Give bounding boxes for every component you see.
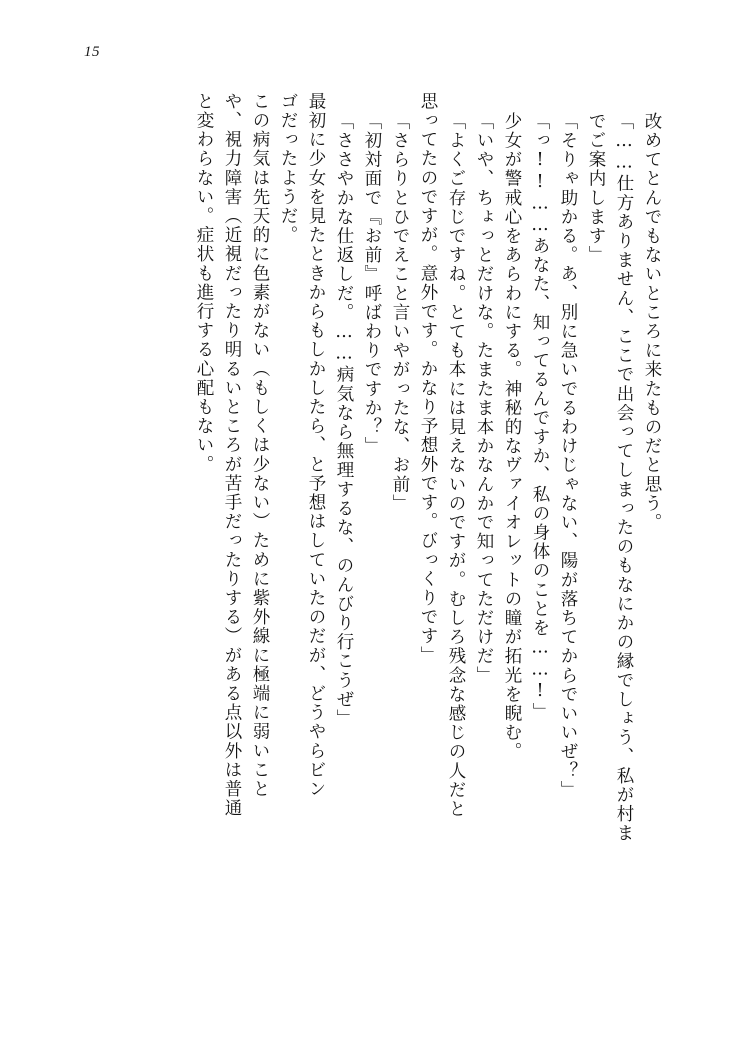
- text-column: 「初対面で『お前』呼ばわりですか？」: [362, 112, 382, 456]
- text-column: 少女が警戒心をあらわにする。神秘的なヴァイオレットの瞳が拓光を睨む。: [502, 112, 522, 762]
- vertical-text-body: [60, 92, 660, 982]
- text-column: や、視力障害（近視だったり明るいところが苦手だったりする）がある点以外は普通: [222, 92, 242, 818]
- text-column: 最初に少女を見たときからもしかしたら、と予想はしていたのだが、どうやらビン: [306, 92, 326, 799]
- text-column: 思ってたのですが。意外です。かなり予想外です。びっくりです」: [418, 92, 438, 665]
- page-number: 15: [84, 44, 100, 60]
- text-column: と変わらない。症状も進行する心配もない。: [194, 92, 214, 474]
- text-column: この病気は先天的に色素がない（もしくは少ない）ために紫外線に極端に弱いこと: [250, 92, 270, 799]
- text-column: 改めてとんでもないところに来たものだと思う。: [642, 112, 662, 533]
- text-column: 「よくご存じですね。とても本には見えないのですが。むしろ残念な感じの人だと: [446, 112, 466, 819]
- text-column: ゴだったようだ。: [278, 92, 298, 245]
- text-column: 「ささやかな仕返しだ。……病気なら無理するな、のんびり行こうぜ」: [334, 112, 354, 729]
- text-column: 「そりゃ助かる。あ、別に急いでるわけじゃない、陽が落ちてからでいいぜ？」: [558, 112, 578, 800]
- text-column: 「いや、ちょっとだけな。たまたま本かなんかで知ってただけだ」: [474, 112, 494, 685]
- text-column: 「さらりとひでえこと言いやがったな、お前」: [390, 112, 410, 514]
- text-column: 「っ!!……あなた、知ってるんですか、私の身体のことを……!」: [530, 112, 550, 722]
- text-column: 「……仕方ありません、ここで出会ってしまったのもなにかの縁でしょう、私が村ま: [614, 112, 634, 843]
- text-column: でご案内します」: [586, 112, 606, 265]
